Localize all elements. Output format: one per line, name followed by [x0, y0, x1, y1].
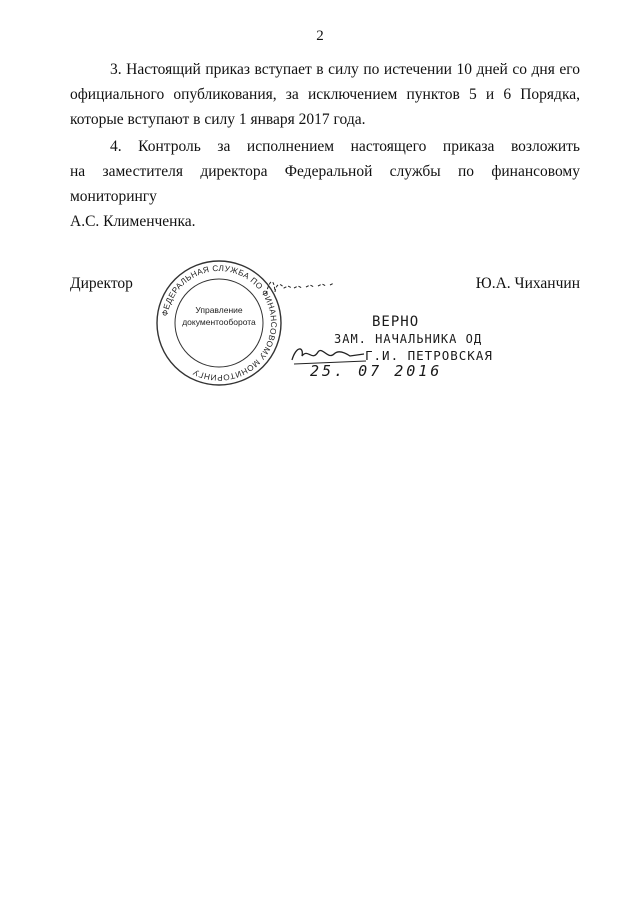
paragraph-4-line: 4. Контроль за исполнением настоящего приказа возложить: [110, 138, 580, 155]
paragraph-3-line: официального опубликования, за исключением пунктов 5 и 6 Порядка,: [70, 86, 580, 103]
paragraph-4: [70, 134, 580, 234]
paragraph-4-line: А.С. Клименченка.: [70, 213, 196, 230]
paragraph-3-line: которые вступают в силу 1 января 2017 года.: [70, 111, 366, 128]
signatory-position: Директор: [70, 275, 133, 292]
paragraph-4-line: на заместителя директора Федеральной службы по финансовому мониторингу: [70, 163, 580, 205]
certification-position: ЗАМ. НАЧАЛЬНИКА ОД: [334, 332, 483, 346]
certification-name: Г.И. ПЕТРОВСКАЯ: [365, 348, 493, 363]
seal-center-line: документооборота: [182, 317, 256, 327]
director-signature: [262, 274, 342, 300]
seal-ring-text: ФЕДЕРАЛЬНАЯ СЛУЖБА ПО ФИНАНСОВОМУ МОНИТОРИНГУ: [160, 263, 279, 383]
certification-date: 25. 07 2016: [310, 362, 443, 380]
certification-word: ВЕРНО: [372, 314, 420, 330]
seal-center-text: [174, 304, 264, 328]
paragraph-3: [70, 57, 580, 132]
paragraph-3-line: 3. Настоящий приказ вступает в силу по истечении 10 дней со дня его: [110, 61, 580, 78]
signatory-name: Ю.А. Чиханчин: [475, 275, 580, 292]
page-number: 2: [316, 28, 324, 44]
seal-center-line: Управление: [195, 305, 243, 315]
